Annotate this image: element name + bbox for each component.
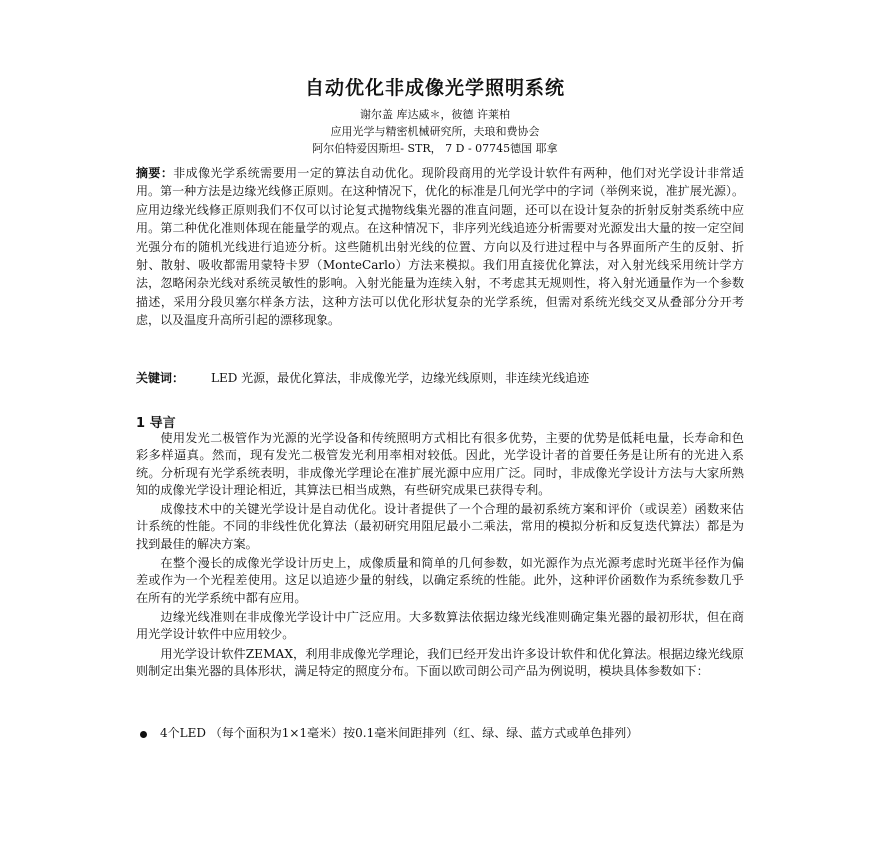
bullet-icon [140,731,147,738]
author-address: 阿尔伯特爱因斯坦- STR， 7 D - 07745德国 耶拿 [312,142,558,155]
paragraph: 用光学设计软件ZEMAX，利用非成像光学理论，我们已经开发出许多设计软件和优化算法。根据边缘光线原则制定出集光器的具体形状，满足特定的照度分布。下面以欧司朗公司产品为例说明，模块具体参数如下： [136,646,744,678]
keywords-label: 关键词： [136,371,185,385]
keywords [136,370,744,387]
paragraph: 在整个漫长的成像光学设计历史上，成像质量和简单的几何参数，如光源作为点光源考虑时光斑半径作为偏差或作为一个光程差使用。这足以追迹少量的射线，以确定系统的性能。此外，这种评价函数作为系统参数几乎在所有的光学系统中都有应用。 [136,556,744,605]
keywords-text: LED 光源，最优化算法，非成像光学，边缘光线原则，非连续光线追迹 [211,371,590,385]
list-item [136,725,744,743]
section-body [136,430,744,680]
paragraph: 使用发光二极管作为光源的光学设备和传统照明方式相比有很多优势，主要的优势是低耗电量，长寿命和色彩多样逼真。然而，现有发光二极管发光利用率相对较低。因此，光学设计者的首要任务是让所有的光进入系统。分析现有光学系统表明，非成像光学理论在准扩展光源中应用广泛。同时，非成像光学设计方法与大家所熟知的成像光学设计理论相近，其算法已相当成熟，有些研究成果已获得专利。 [136,431,744,497]
paragraph: 边缘光线准则在非成像光学设计中广泛应用。大多数算法依据边缘光线准则确定集光器的最初形状，但在商用光学设计软件中应用较少。 [136,609,744,642]
section-heading: 1 导言 [136,416,176,431]
paragraph: 成像技术中的关键光学设计是自动优化。设计者提供了一个合理的最初系统方案和评价（或误差）函数来估计系统的性能。不同的非线性优化算法（最初研究用阻尼最小二乘法，常用的模拟分析和反复迭代算法）都是为找到最佳的解决方案。 [136,502,744,551]
abstract-label: 摘要： [136,166,174,180]
author-affiliation: 应用光学与精密机械研究所，夫琅和费协会 [330,125,540,138]
paper-title: 自动优化非成像光学照明系统 [304,77,565,99]
abstract [136,164,744,330]
paper-authors: 谢尔盖 库达威＊，彼德 许莱柏 [360,108,510,121]
abstract-text: 非成像光学系统需要用一定的算法自动优化。现阶段商用的光学设计软件有两种，他们对光学设计非常适用。第一种方法是边缘光线修正原则。在这种情况下，优化的标准是几何光学中的字词（举例来说，准扩展光源）。应用边缘光线修正原则我们不仅可以讨论复式抛物线集光器的准直问题，还可以在设计复杂的折射反射类系统中应用。第二种优化准则体现在能量学的观点。在这种情况下，非序列光线追迹分析需要对光源发出大量的按一定空间光强分布的随机光线进行追迹分析。这些随机出射光线的位置、方向以及行进过程中与各界面所产生的反射、折射、散射、吸收都需用蒙特卡罗（MonteCarlo）方法来模拟。我们用直接优化算法，对入射光线采用统计学方法，忽略闲杂光线对系统灵敏性的影响。入射光能量为连续入射，不考虑其无规则性，将入射光通量作为一个参数描述，采用分段贝塞尔样条方法，这种方法可以优化形状复杂的光学系统，但需对系统光线交叉从叠部分分开考虑，以及温度升高所引起的漂移现象。 [136,166,744,328]
list-item-text: 4个LED （每个面积为1×1毫米）按0.1毫米间距排列（红、绿、绿、蓝方式或单色排列） [160,726,639,740]
